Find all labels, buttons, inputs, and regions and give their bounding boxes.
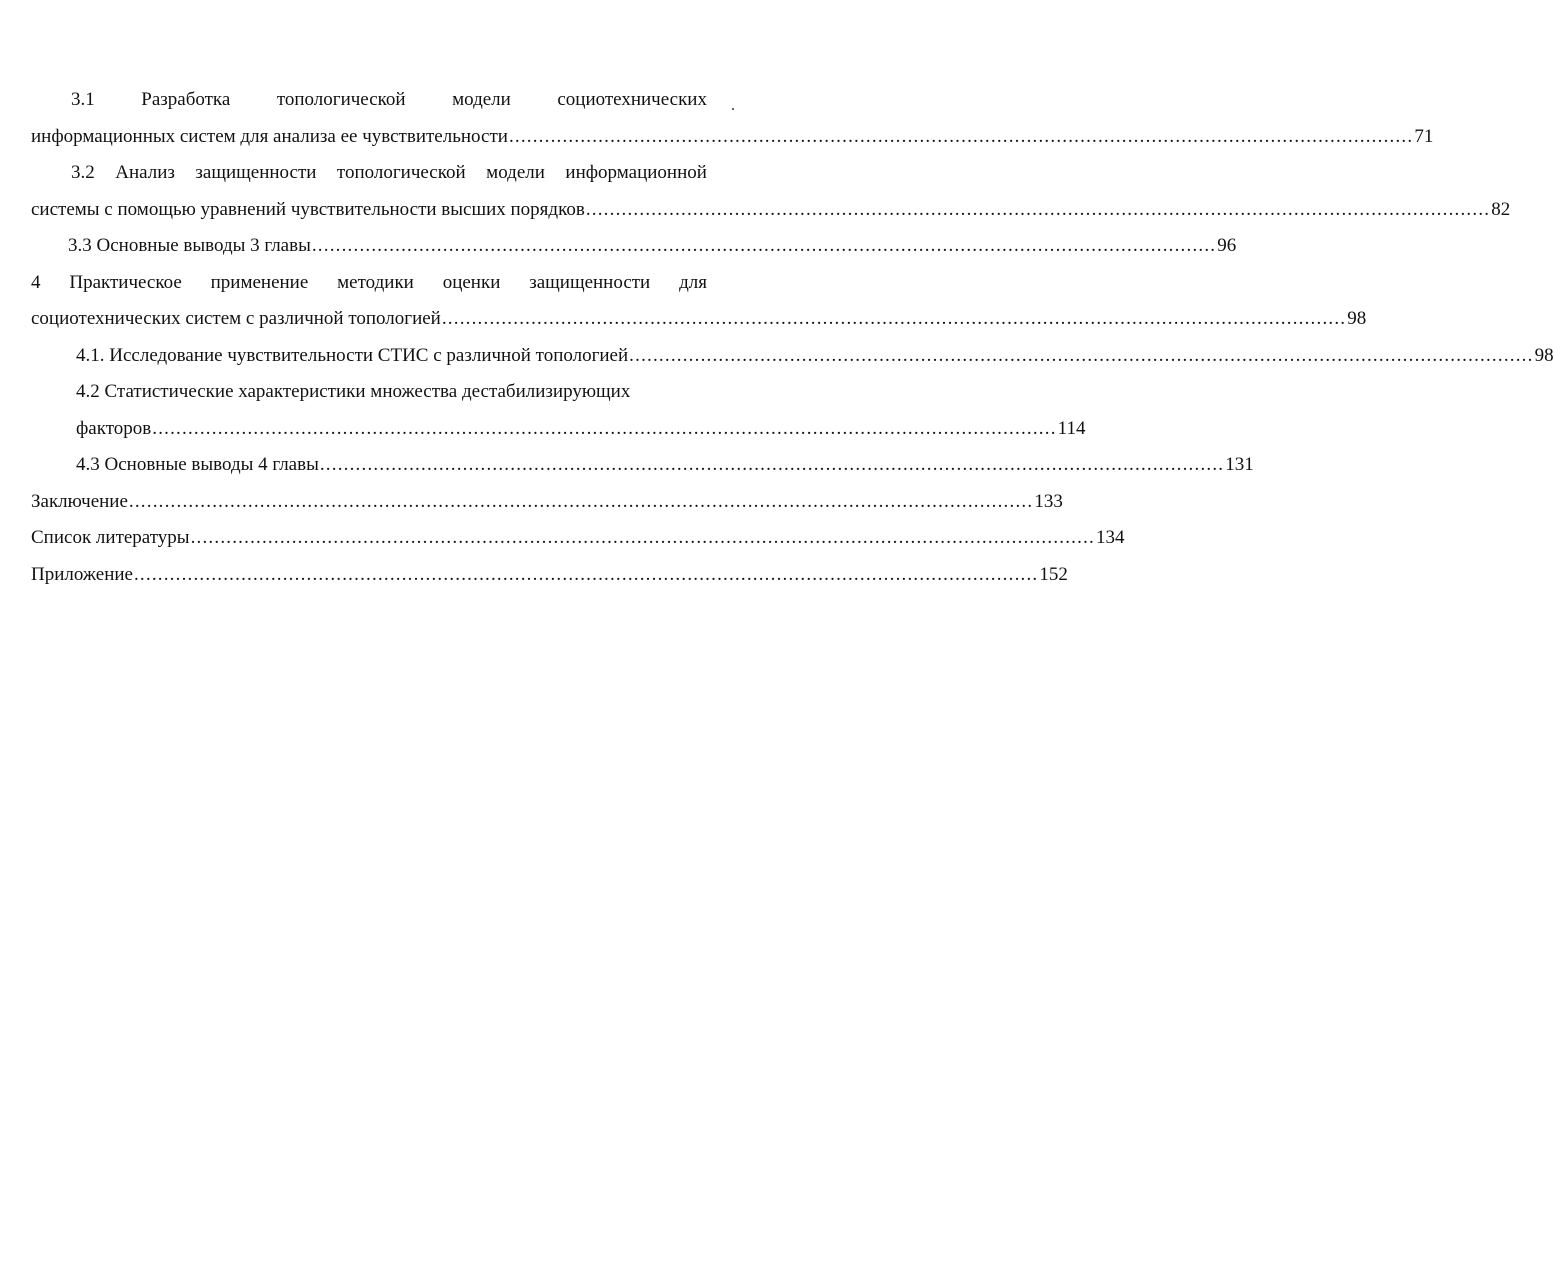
toc-entry-title: социотехнических систем с различной топологией [31,308,441,329]
word: защищенности [195,162,317,183]
toc-entry-3-2-line-1 [31,155,707,192]
toc-entry-4-line-1 [31,265,707,302]
page-number: 152 [1039,563,1068,585]
page-number: 133 [1034,490,1063,512]
toc-entry-title: Заключение [31,490,128,512]
toc-entry-4-3 [31,447,1254,484]
table-of-contents [31,82,1554,593]
scan-speck [732,108,734,110]
page-number: 134 [1095,527,1125,548]
toc-entry-title: Приложение [31,563,133,585]
toc-entry-4-2-line-2 [31,411,1086,448]
word: социотехнических [557,89,707,110]
dot-leader: ........................................................................................................................................................ [133,563,1039,585]
toc-entry-title: 3.3 Основные выводы 3 главы [68,235,311,256]
toc-entry-title: факторов [76,417,152,439]
dot-leader: ........................................................................................................................................................ [508,125,1414,147]
toc-entry-title: 4.1. Исследование чувствительности СТИС с различной топологией [76,344,629,366]
toc-entry-3-1-line-2 [31,119,1434,156]
toc-entry-conclusion [31,484,1063,521]
dot-leader: ........................................................................................................................................................ [190,527,1095,548]
chapter-number: 4 [31,271,41,293]
word: методики [337,271,414,293]
word: оценки [442,271,501,293]
dot-leader: ........................................................................................................................................................ [629,344,1534,366]
toc-entry-3-2-line-2 [31,192,1511,229]
section-number: 3.1 [71,89,95,110]
word: Анализ [115,162,175,183]
page-number: 82 [1491,198,1511,220]
word: для [679,271,707,293]
dot-leader: ........................................................................................................................................................ [311,235,1217,256]
word: Практическое [69,271,182,293]
page-number: 98 [1347,308,1367,329]
toc-entry-4-2-line-1 [31,374,707,411]
dot-leader: ........................................................................................................................................................ [128,490,1034,512]
toc-entry-title: 4.2 Статистические характеристики множества дестабилизирующих [76,381,631,402]
toc-entry-references [31,520,1125,557]
page-number: 96 [1217,235,1237,256]
toc-entry-4-line-2 [31,301,1367,338]
dot-leader: ........................................................................................................................................................ [585,198,1491,220]
dot-leader: ........................................................................................................................................................ [441,308,1347,329]
word: топологической [276,89,406,110]
toc-entry-appendix [31,557,1068,594]
toc-entry-3-1-line-1 [31,82,707,119]
word: защищенности [529,271,651,293]
section-number: 3.2 [71,162,95,183]
dot-leader: ........................................................................................................................................................ [319,454,1225,475]
dot-leader: ........................................................................................................................................................ [152,417,1057,439]
page-number: 114 [1057,417,1086,439]
toc-entry-3-3 [31,228,1237,265]
word: Разработка [141,89,231,110]
toc-entry-title: информационных систем для анализа ее чувствительности [31,125,508,147]
page-number: 71 [1414,125,1434,147]
word: топологической [336,162,466,183]
toc-entry-title: 4.3 Основные выводы 4 главы [76,454,319,475]
page-number: 131 [1225,454,1254,475]
toc-entry-4-1 [31,338,1554,375]
toc-entry-title: Список литературы [31,527,190,548]
word: модели [452,89,511,110]
word: модели [486,162,545,183]
page-number: 98 [1534,344,1554,366]
word: информационной [565,162,707,183]
word: применение [210,271,309,293]
toc-entry-title: системы с помощью уравнений чувствительности высших порядков [31,198,585,220]
